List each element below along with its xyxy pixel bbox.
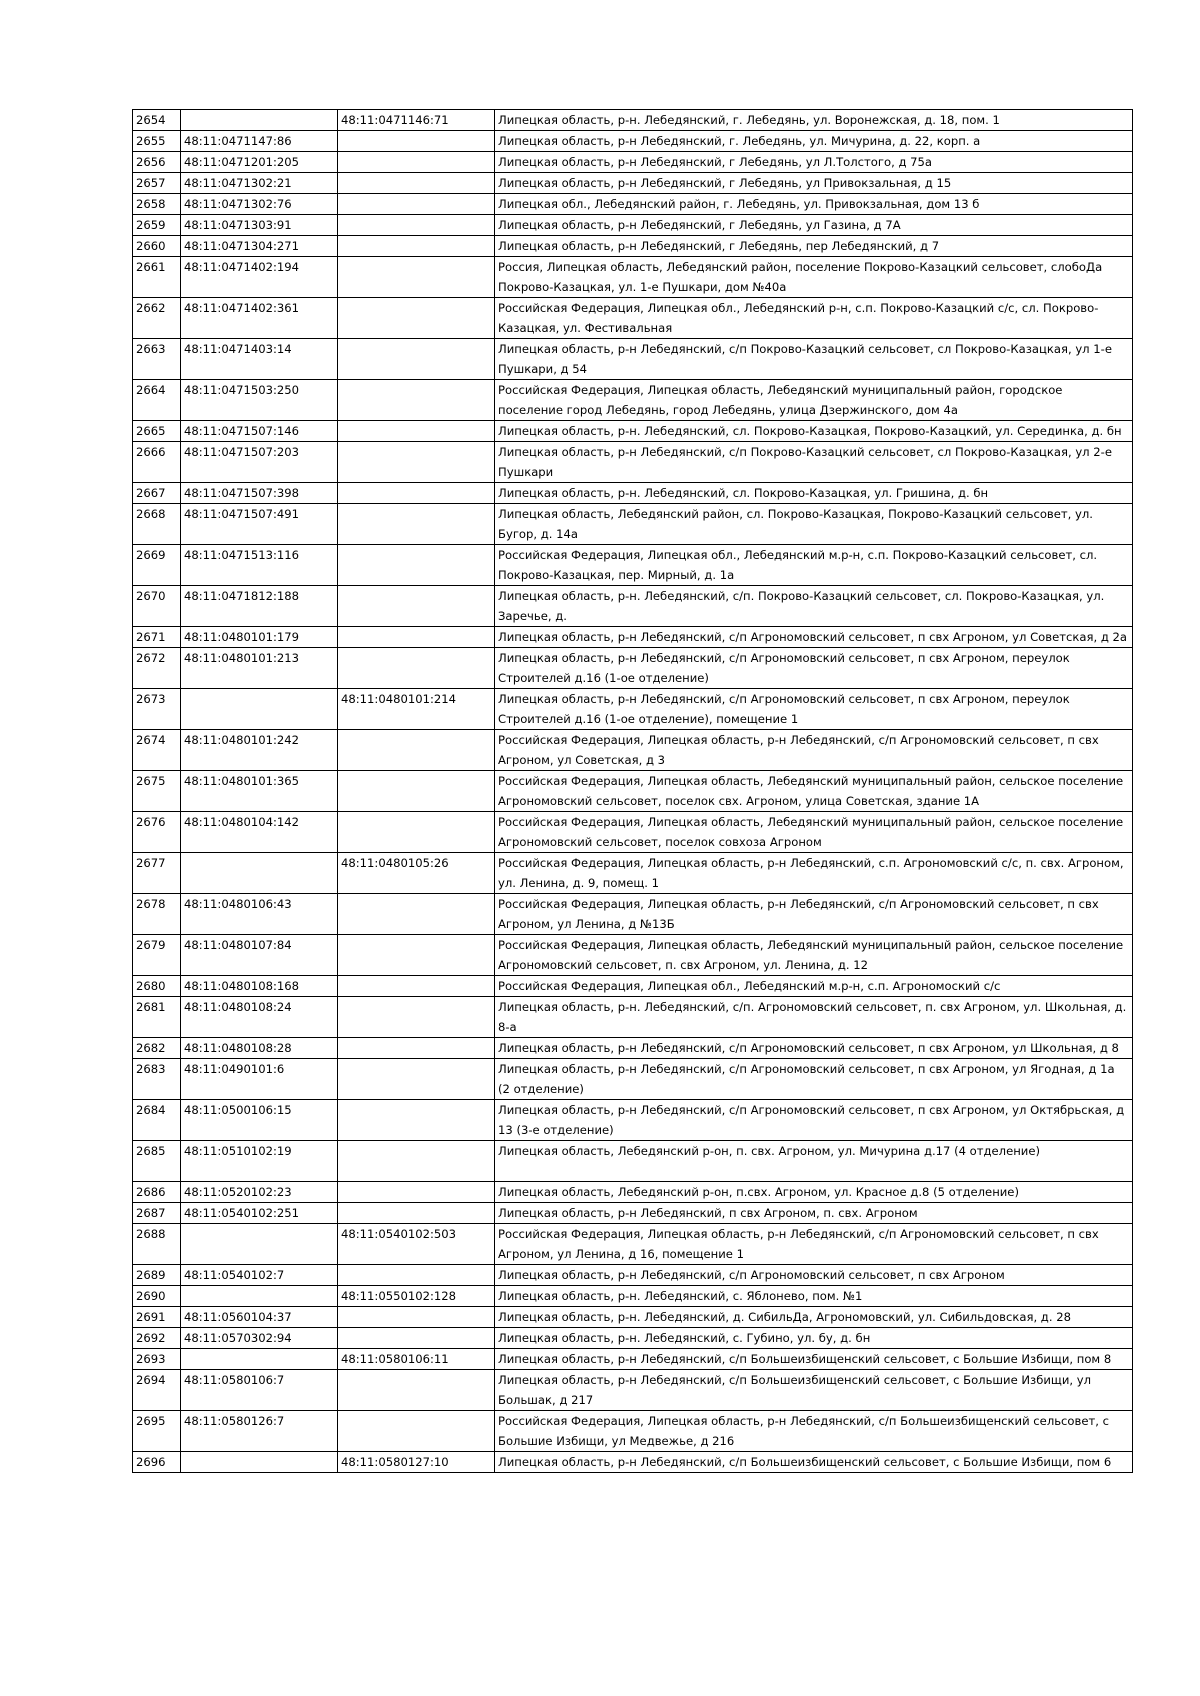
cadastral-number-cell: 48:11:0510102:19	[181, 1141, 338, 1182]
row-number-cell: 2666	[133, 442, 181, 483]
row-number-cell: 2659	[133, 215, 181, 236]
cadastral-number-cell: 48:11:0570302:94	[181, 1328, 338, 1349]
row-number-cell: 2663	[133, 339, 181, 380]
table-row	[133, 110, 1133, 131]
table-row	[133, 131, 1133, 152]
cadastral-number-cell: 48:11:0480101:179	[181, 627, 338, 648]
row-number-cell: 2674	[133, 730, 181, 771]
premises-number-cell	[338, 236, 495, 257]
premises-number-cell: 48:11:0580106:11	[338, 1349, 495, 1370]
address-cell: Российская Федерация, Липецкая область, р-н Лебедянский, с.п. Агрономовский с/с, п. свх. Агроном, ул. Ленина, д. 9, помещ. 1	[495, 853, 1133, 894]
cadastral-number-cell: 48:11:0480108:24	[181, 997, 338, 1038]
row-number-cell: 2683	[133, 1059, 181, 1100]
address-cell: Липецкая область, р-н. Лебедянский, с. Яблонево, пом. №1	[495, 1286, 1133, 1307]
table-row	[133, 853, 1133, 894]
address-cell: Липецкая область, р-н Лебедянский, с/п Покрово-Казацкий сельсовет, сл Покрово-Казацкая, ул 1-е Пушкари, д 54	[495, 339, 1133, 380]
cadastral-number-cell	[181, 689, 338, 730]
table-row	[133, 483, 1133, 504]
table-row	[133, 504, 1133, 545]
cadastral-number-cell: 48:11:0471507:398	[181, 483, 338, 504]
premises-number-cell	[338, 1411, 495, 1452]
table-row	[133, 380, 1133, 421]
address-cell: Российская Федерация, Липецкая область, Лебедянский муниципальный район, сельское поселение Агрономовский сельсовет, поселок свх. Агроном, улица Советская, здание 1А	[495, 771, 1133, 812]
row-number-cell: 2690	[133, 1286, 181, 1307]
address-cell: Липецкая область, р-н Лебедянский, г. Лебедянь, ул. Мичурина, д. 22, корп. а	[495, 131, 1133, 152]
table-row	[133, 1100, 1133, 1141]
address-cell: Липецкая область, р-н. Лебедянский, с/п. Агрономовский сельсовет, п. свх Агроном, ул. Школьная, д. 8-а	[495, 997, 1133, 1038]
premises-number-cell: 48:11:0480101:214	[338, 689, 495, 730]
address-cell: Липецкая область, р-н Лебедянский, г Лебедянь, пер Лебедянский, д 7	[495, 236, 1133, 257]
row-number-cell: 2669	[133, 545, 181, 586]
address-cell: Липецкая область, р-н Лебедянский, с/п Агрономовский сельсовет, п свх Агроном, ул Октябрьская, д 13 (3-е отделение)	[495, 1100, 1133, 1141]
address-cell: Липецкая область, Лебедянский р-он, п.свх. Агроном, ул. Красное д.8 (5 отделение)	[495, 1182, 1133, 1203]
table-row	[133, 1038, 1133, 1059]
table-row	[133, 976, 1133, 997]
table-row	[133, 812, 1133, 853]
property-register-body	[133, 110, 1133, 1473]
address-cell: Липецкая область, р-н Лебедянский, с/п Агрономовский сельсовет, п свх Агроном, ул Советская, д 2а	[495, 627, 1133, 648]
address-cell: Липецкая область, Лебедянский район, сл. Покрово-Казацкая, Покрово-Казацкий сельсовет, ул. Бугор, д. 14а	[495, 504, 1133, 545]
cadastral-number-cell: 48:11:0471513:116	[181, 545, 338, 586]
cadastral-number-cell: 48:11:0471302:76	[181, 194, 338, 215]
address-cell: Липецкая область, р-н Лебедянский, с/п Агрономовский сельсовет, п свх Агроном, переулок Строителей д.16 (1-ое отделение), помещение 1	[495, 689, 1133, 730]
premises-number-cell	[338, 1370, 495, 1411]
cadastral-number-cell: 48:11:0471507:491	[181, 504, 338, 545]
row-number-cell: 2667	[133, 483, 181, 504]
premises-number-cell	[338, 194, 495, 215]
cadastral-number-cell: 48:11:0480104:142	[181, 812, 338, 853]
cadastral-number-cell: 48:11:0471201:205	[181, 152, 338, 173]
row-number-cell: 2696	[133, 1452, 181, 1473]
address-cell: Липецкая область, Лебедянский р-он, п. свх. Агроном, ул. Мичурина д.17 (4 отделение)	[495, 1141, 1133, 1182]
address-cell: Российская Федерация, Липецкая обл., Лебедянский м.р-н, с.п. Агрономоский с/с	[495, 976, 1133, 997]
table-row	[133, 1370, 1133, 1411]
address-cell: Липецкая область, р-н Лебедянский, с/п Агрономовский сельсовет, п свх Агроном, ул Школьная, д 8	[495, 1038, 1133, 1059]
row-number-cell: 2658	[133, 194, 181, 215]
premises-number-cell	[338, 586, 495, 627]
row-number-cell: 2688	[133, 1224, 181, 1265]
table-row	[133, 421, 1133, 442]
row-number-cell: 2660	[133, 236, 181, 257]
address-cell: Липецкая область, р-н Лебедянский, п свх Агроном, п. свх. Агроном	[495, 1203, 1133, 1224]
row-number-cell: 2680	[133, 976, 181, 997]
address-cell: Липецкая область, р-н Лебедянский, с/п Покрово-Казацкий сельсовет, сл Покрово-Казацкая, ул 2-е Пушкари	[495, 442, 1133, 483]
premises-number-cell	[338, 339, 495, 380]
address-cell: Липецкая область, р-н Лебедянский, с/п Большеизбищенский сельсовет, с Большие Избищи, пом 6	[495, 1452, 1133, 1473]
premises-number-cell: 48:11:0550102:128	[338, 1286, 495, 1307]
address-cell: Российская Федерация, Липецкая обл., Лебедянский м.р-н, с.п. Покрово-Казацкий сельсовет, сл. Покрово-Казацкая, пер. Мирный, д. 1а	[495, 545, 1133, 586]
cadastral-number-cell: 48:11:0480108:168	[181, 976, 338, 997]
row-number-cell: 2664	[133, 380, 181, 421]
table-row	[133, 1059, 1133, 1100]
premises-number-cell: 48:11:0480105:26	[338, 853, 495, 894]
table-row	[133, 997, 1133, 1038]
row-number-cell: 2671	[133, 627, 181, 648]
table-row	[133, 545, 1133, 586]
row-number-cell: 2686	[133, 1182, 181, 1203]
address-cell: Российская Федерация, Липецкая область, р-н Лебедянский, с/п Агрономовский сельсовет, п свх Агроном, ул Советская, д 3	[495, 730, 1133, 771]
address-cell: Липецкая область, р-н. Лебедянский, г. Лебедянь, ул. Воронежская, д. 18, пом. 1	[495, 110, 1133, 131]
row-number-cell: 2677	[133, 853, 181, 894]
row-number-cell: 2672	[133, 648, 181, 689]
cadastral-number-cell: 48:11:0471503:250	[181, 380, 338, 421]
row-number-cell: 2678	[133, 894, 181, 935]
premises-number-cell	[338, 1141, 495, 1182]
row-number-cell: 2694	[133, 1370, 181, 1411]
cadastral-number-cell: 48:11:0490101:6	[181, 1059, 338, 1100]
address-cell: Российская Федерация, Липецкая обл., Лебедянский р-н, с.п. Покрово-Казацкий с/с, сл. Покрово-Казацкая, ул. Фестивальная	[495, 298, 1133, 339]
table-row	[133, 442, 1133, 483]
premises-number-cell	[338, 442, 495, 483]
cadastral-number-cell: 48:11:0480101:242	[181, 730, 338, 771]
property-register-table	[132, 109, 1133, 1473]
address-cell: Липецкая область, р-н Лебедянский, с/п Агрономовский сельсовет, п свх Агроном, переулок Строителей д.16 (1-ое отделение)	[495, 648, 1133, 689]
row-number-cell: 2695	[133, 1411, 181, 1452]
premises-number-cell	[338, 483, 495, 504]
cadastral-number-cell: 48:11:0471403:14	[181, 339, 338, 380]
address-cell: Липецкая область, р-н. Лебедянский, с. Губино, ул. бу, д. бн	[495, 1328, 1133, 1349]
cadastral-number-cell: 48:11:0540102:251	[181, 1203, 338, 1224]
row-number-cell: 2691	[133, 1307, 181, 1328]
cadastral-number-cell: 48:11:0471147:86	[181, 131, 338, 152]
premises-number-cell	[338, 1059, 495, 1100]
row-number-cell: 2662	[133, 298, 181, 339]
cadastral-number-cell: 48:11:0580106:7	[181, 1370, 338, 1411]
premises-number-cell	[338, 215, 495, 236]
address-cell: Липецкая область, р-н. Лебедянский, сл. Покрово-Казацкая, Покрово-Казацкий, ул. Серединка, д. бн	[495, 421, 1133, 442]
cadastral-number-cell	[181, 1452, 338, 1473]
address-cell: Российская Федерация, Липецкая область, р-н Лебедянский, с/п Большеизбищенский сельсовет, с Большие Избищи, ул Медвежье, д 216	[495, 1411, 1133, 1452]
cadastral-number-cell	[181, 1286, 338, 1307]
premises-number-cell	[338, 812, 495, 853]
table-row	[133, 586, 1133, 627]
premises-number-cell	[338, 627, 495, 648]
cadastral-number-cell: 48:11:0471303:91	[181, 215, 338, 236]
premises-number-cell	[338, 730, 495, 771]
table-row	[133, 194, 1133, 215]
cadastral-number-cell: 48:11:0471507:146	[181, 421, 338, 442]
premises-number-cell	[338, 504, 495, 545]
premises-number-cell	[338, 976, 495, 997]
row-number-cell: 2693	[133, 1349, 181, 1370]
row-number-cell: 2673	[133, 689, 181, 730]
table-row	[133, 894, 1133, 935]
table-row	[133, 1141, 1133, 1182]
cadastral-number-cell: 48:11:0560104:37	[181, 1307, 338, 1328]
row-number-cell: 2668	[133, 504, 181, 545]
cadastral-number-cell: 48:11:0540102:7	[181, 1265, 338, 1286]
table-row	[133, 771, 1133, 812]
cadastral-number-cell: 48:11:0471304:271	[181, 236, 338, 257]
table-row	[133, 1182, 1133, 1203]
premises-number-cell	[338, 648, 495, 689]
address-cell: Липецкая область, р-н Лебедянский, г Лебедянь, ул Газина, д 7А	[495, 215, 1133, 236]
address-cell: Россия, Липецкая область, Лебедянский район, поселение Покрово-Казацкий сельсовет, слобоДа Покрово-Казацкая, ул. 1-е Пушкари, дом №40а	[495, 257, 1133, 298]
address-cell: Липецкая обл., Лебедянский район, г. Лебедянь, ул. Привокзальная, дом 13 б	[495, 194, 1133, 215]
row-number-cell: 2689	[133, 1265, 181, 1286]
cadastral-number-cell: 48:11:0480106:43	[181, 894, 338, 935]
cadastral-number-cell: 48:11:0471812:188	[181, 586, 338, 627]
cadastral-number-cell: 48:11:0471302:21	[181, 173, 338, 194]
premises-number-cell	[338, 1100, 495, 1141]
address-cell: Российская Федерация, Липецкая область, р-н Лебедянский, с/п Агрономовский сельсовет, п свх Агроном, ул Ленина, д №13Б	[495, 894, 1133, 935]
table-row	[133, 627, 1133, 648]
premises-number-cell: 48:11:0580127:10	[338, 1452, 495, 1473]
premises-number-cell	[338, 1203, 495, 1224]
row-number-cell: 2684	[133, 1100, 181, 1141]
premises-number-cell	[338, 131, 495, 152]
table-row	[133, 648, 1133, 689]
premises-number-cell	[338, 152, 495, 173]
premises-number-cell	[338, 1307, 495, 1328]
address-cell: Липецкая область, р-н Лебедянский, с/п Агрономовский сельсовет, п свх Агроном, ул Ягодная, д 1а (2 отделение)	[495, 1059, 1133, 1100]
cadastral-number-cell: 48:11:0480108:28	[181, 1038, 338, 1059]
table-row	[133, 1224, 1133, 1265]
row-number-cell: 2670	[133, 586, 181, 627]
row-number-cell: 2687	[133, 1203, 181, 1224]
address-cell: Российская Федерация, Липецкая область, Лебедянский муниципальный район, сельское поселение Агрономовский сельсовет, п. свх Агроном, ул. Ленина, д. 12	[495, 935, 1133, 976]
address-cell: Липецкая область, р-н. Лебедянский, с/п. Покрово-Казацкий сельсовет, сл. Покрово-Казацкая, ул. Заречье, д.	[495, 586, 1133, 627]
cadastral-number-cell: 48:11:0471402:361	[181, 298, 338, 339]
address-cell: Липецкая область, р-н Лебедянский, с/п Большеизбищенский сельсовет, с Большие Избищи, пом 8	[495, 1349, 1133, 1370]
row-number-cell: 2692	[133, 1328, 181, 1349]
table-row	[133, 236, 1133, 257]
table-row	[133, 689, 1133, 730]
table-row	[133, 730, 1133, 771]
premises-number-cell	[338, 1182, 495, 1203]
address-cell: Российская Федерация, Липецкая область, р-н Лебедянский, с/п Агрономовский сельсовет, п свх Агроном, ул Ленина, д 16, помещение 1	[495, 1224, 1133, 1265]
premises-number-cell	[338, 421, 495, 442]
table-row	[133, 1411, 1133, 1452]
row-number-cell: 2655	[133, 131, 181, 152]
address-cell: Российская Федерация, Липецкая область, Лебедянский муниципальный район, сельское поселение Агрономовский сельсовет, поселок совхоза Агроном	[495, 812, 1133, 853]
cadastral-number-cell	[181, 1224, 338, 1265]
cadastral-number-cell: 48:11:0520102:23	[181, 1182, 338, 1203]
table-row	[133, 152, 1133, 173]
premises-number-cell: 48:11:0540102:503	[338, 1224, 495, 1265]
table-row	[133, 173, 1133, 194]
row-number-cell: 2682	[133, 1038, 181, 1059]
cadastral-number-cell	[181, 1349, 338, 1370]
row-number-cell: 2685	[133, 1141, 181, 1182]
cadastral-number-cell	[181, 853, 338, 894]
table-row	[133, 298, 1133, 339]
address-cell: Российская Федерация, Липецкая область, Лебедянский муниципальный район, городское поселение город Лебедянь, город Лебедянь, улица Дзержинского, дом 4а	[495, 380, 1133, 421]
table-row	[133, 1286, 1133, 1307]
cadastral-number-cell: 48:11:0500106:15	[181, 1100, 338, 1141]
row-number-cell: 2676	[133, 812, 181, 853]
table-row	[133, 1265, 1133, 1286]
cadastral-number-cell: 48:11:0480101:213	[181, 648, 338, 689]
table-row	[133, 1452, 1133, 1473]
premises-number-cell	[338, 997, 495, 1038]
address-cell: Липецкая область, р-н Лебедянский, с/п Агрономовский сельсовет, п свх Агроном	[495, 1265, 1133, 1286]
premises-number-cell	[338, 935, 495, 976]
cadastral-number-cell	[181, 110, 338, 131]
row-number-cell: 2661	[133, 257, 181, 298]
premises-number-cell	[338, 771, 495, 812]
table-row	[133, 935, 1133, 976]
row-number-cell: 2665	[133, 421, 181, 442]
row-number-cell: 2656	[133, 152, 181, 173]
premises-number-cell	[338, 298, 495, 339]
address-cell: Липецкая область, р-н. Лебедянский, сл. Покрово-Казацкая, ул. Гришина, д. бн	[495, 483, 1133, 504]
table-row	[133, 339, 1133, 380]
table-row	[133, 215, 1133, 236]
premises-number-cell: 48:11:0471146:71	[338, 110, 495, 131]
table-row	[133, 1328, 1133, 1349]
premises-number-cell	[338, 1328, 495, 1349]
cadastral-number-cell: 48:11:0471402:194	[181, 257, 338, 298]
table-row	[133, 1307, 1133, 1328]
row-number-cell: 2657	[133, 173, 181, 194]
premises-number-cell	[338, 173, 495, 194]
row-number-cell: 2681	[133, 997, 181, 1038]
row-number-cell: 2675	[133, 771, 181, 812]
table-row	[133, 1349, 1133, 1370]
cadastral-number-cell: 48:11:0471507:203	[181, 442, 338, 483]
premises-number-cell	[338, 380, 495, 421]
premises-number-cell	[338, 894, 495, 935]
premises-number-cell	[338, 257, 495, 298]
cadastral-number-cell: 48:11:0480101:365	[181, 771, 338, 812]
row-number-cell: 2654	[133, 110, 181, 131]
premises-number-cell	[338, 545, 495, 586]
address-cell: Липецкая область, р-н Лебедянский, г Лебедянь, ул Привокзальная, д 15	[495, 173, 1133, 194]
address-cell: Липецкая область, р-н Лебедянский, г Лебедянь, ул Л.Толстого, д 75а	[495, 152, 1133, 173]
cadastral-number-cell: 48:11:0480107:84	[181, 935, 338, 976]
row-number-cell: 2679	[133, 935, 181, 976]
table-row	[133, 257, 1133, 298]
cadastral-number-cell: 48:11:0580126:7	[181, 1411, 338, 1452]
address-cell: Липецкая область, р-н. Лебедянский, д. СибильДа, Агрономовский, ул. Сибильдовская, д. 28	[495, 1307, 1133, 1328]
premises-number-cell	[338, 1038, 495, 1059]
premises-number-cell	[338, 1265, 495, 1286]
address-cell: Липецкая область, р-н Лебедянский, с/п Большеизбищенский сельсовет, с Большие Избищи, ул Большак, д 217	[495, 1370, 1133, 1411]
table-row	[133, 1203, 1133, 1224]
